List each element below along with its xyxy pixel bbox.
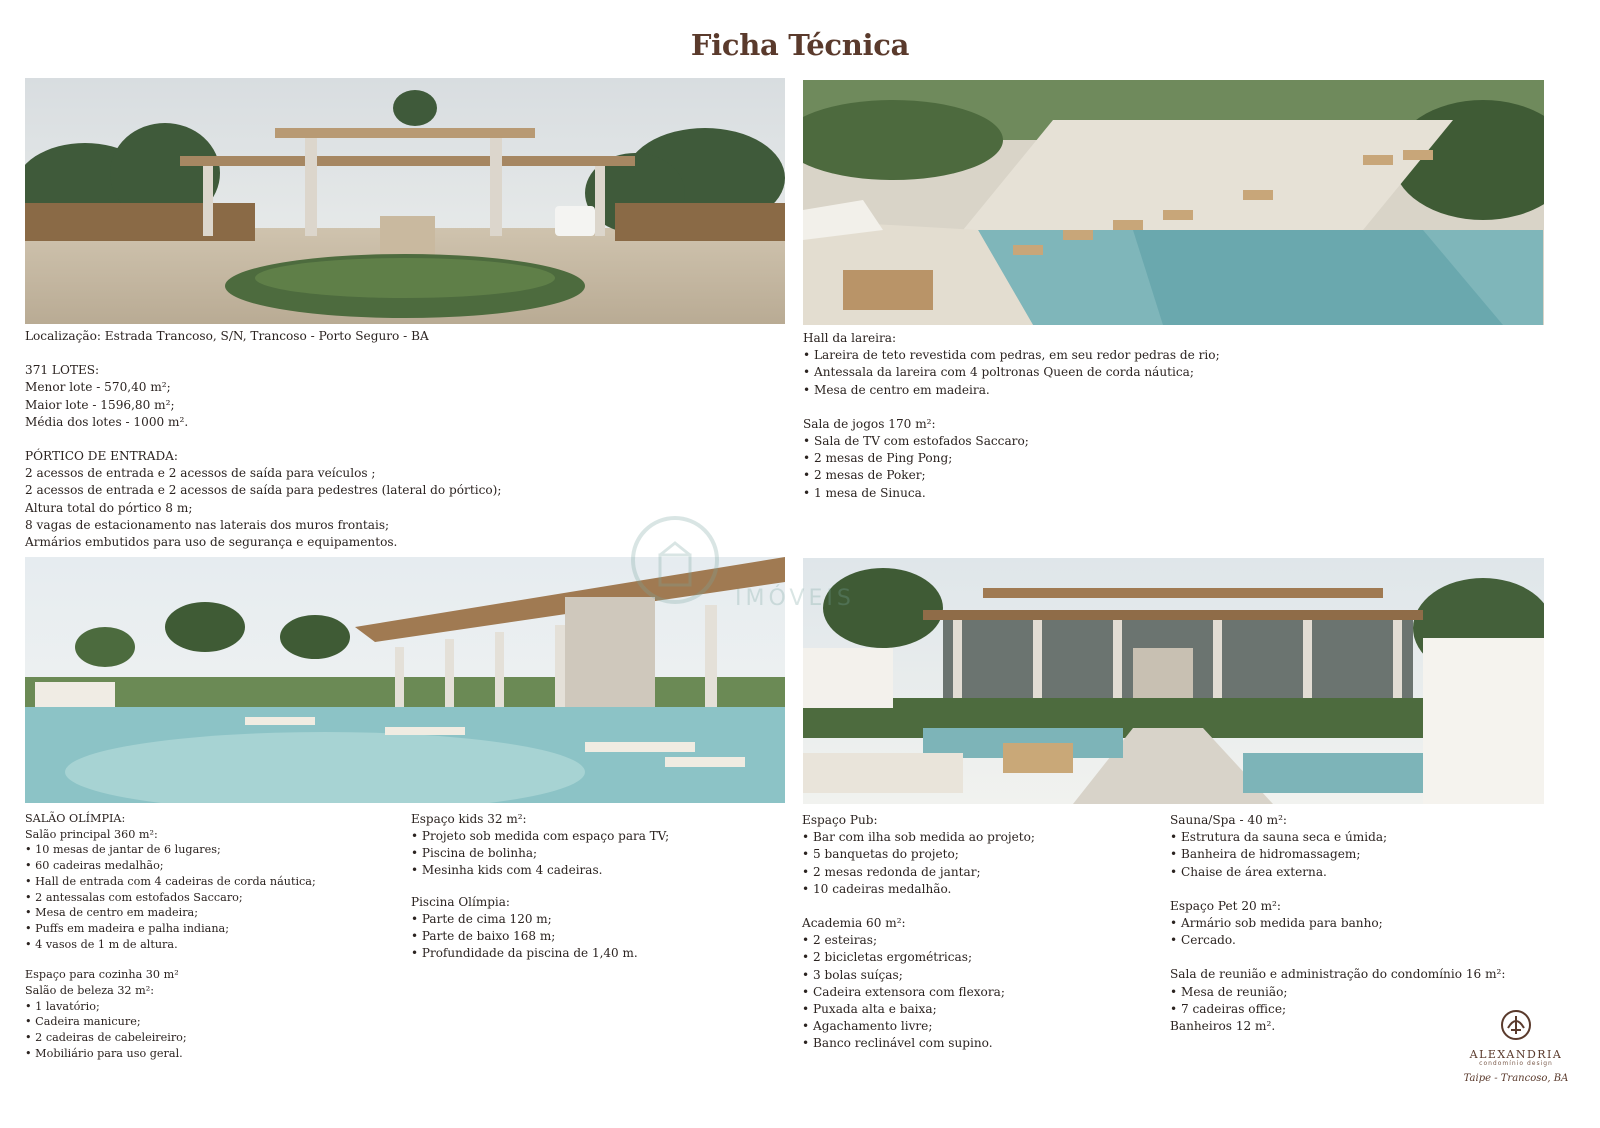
text-line: Sala de reunião e administração do condomínio 16 m²: (1170, 967, 1506, 982)
text-line: 371 LOTES: (25, 363, 100, 378)
text-pub-academia (802, 812, 1035, 1053)
text-line: • Mobiliário para uso geral. (25, 1046, 183, 1060)
text-line: Média dos lotes - 1000 m². (25, 414, 189, 429)
text-line: • Cadeira manicure; (25, 1015, 141, 1029)
text-line: • 1 lavatório; (25, 999, 100, 1013)
text-line: Academia 60 m²: (802, 916, 906, 931)
alexandria-logo (1456, 1008, 1576, 1098)
text-line: • Banheira de hidromassagem; (1170, 847, 1361, 862)
text-line: • Lareira de teto revestida com pedras, em seu redor pedras de rio; (803, 348, 1220, 363)
logo-subtitle: condomínio design (1479, 1060, 1553, 1067)
text-line: Espaço Pet 20 m²: (1170, 898, 1281, 913)
text-line: • 2 antessalas com estofados Saccaro; (25, 890, 243, 904)
photo-espaco-pub (803, 558, 1544, 804)
text-line: Localização: Estrada Trancoso, S/N, Trancoso - Porto Seguro - BA (25, 329, 429, 343)
text-line: • Puxada alta e baixa; (802, 1002, 937, 1017)
text-line: Espaço kids 32 m²: (411, 812, 527, 826)
text-line: • 2 bicicletas ergométricas; (802, 950, 973, 965)
spacer (25, 431, 501, 448)
text-line: • Sala de TV com estofados Saccaro; (803, 434, 1029, 449)
logo-brand: ALEXANDRIA (1469, 1048, 1563, 1061)
text-line: • 2 mesas de Poker; (803, 468, 926, 483)
text-line: Espaço Pub: (802, 813, 878, 827)
text-line: • 2 mesas de Ping Pong; (803, 451, 953, 466)
spacer (1170, 949, 1505, 966)
text-line: • 5 banquetas do projeto; (802, 847, 959, 862)
text-salao-olimpia (25, 811, 316, 1062)
text-espaco-kids-piscina (411, 811, 669, 962)
spacer (25, 345, 501, 362)
text-line: Piscina Olímpia: (411, 895, 510, 909)
text-line: Espaço para cozinha 30 m² (25, 968, 179, 982)
text-line: • 10 mesas de jantar de 6 lugares; (25, 843, 221, 857)
spacer (25, 952, 316, 967)
spacer (802, 898, 1035, 915)
text-line: • Banco reclinável com supino. (802, 1036, 993, 1051)
text-line: 2 acessos de entrada e 2 acessos de saída para pedestres (lateral do pórtico); (25, 483, 502, 498)
text-line: • Profundidade da piscina de 1,40 m. (411, 946, 638, 960)
text-line: • 60 cadeiras medalhão; (25, 859, 164, 873)
text-line: Sala de jogos 170 m²: (803, 416, 936, 431)
text-line: • Armário sob medida para banho; (1170, 916, 1383, 931)
text-line: • Parte de cima 120 m; (411, 912, 552, 926)
text-line: • Mesa de centro em madeira. (803, 382, 990, 397)
text-line: • Agachamento livre; (802, 1019, 933, 1034)
text-line: Salão de beleza 32 m²: (25, 984, 154, 998)
text-localizacao-lotes-portico (25, 328, 501, 551)
text-line: • Mesa de reunião; (1170, 984, 1288, 999)
text-line: 2 acessos de entrada e 2 acessos de saída para veículos ; (25, 466, 376, 481)
text-line: SALÃO OLÍMPIA: (25, 812, 126, 825)
text-line: • Bar com ilha sob medida ao projeto; (802, 830, 1036, 845)
text-line: • Piscina de bolinha; (411, 846, 538, 860)
text-line: • Puffs em madeira e palha indiana; (25, 921, 229, 935)
text-line: Altura total do pórtico 8 m; (25, 500, 193, 515)
text-line: • 1 mesa de Sinuca. (803, 485, 926, 500)
text-line: 8 vagas de estacionamento nas laterais dos muros frontais; (25, 517, 390, 532)
text-line: Salão principal 360 m²: (25, 827, 158, 841)
photo-pool-deck (803, 80, 1544, 325)
logo-location: Taipe - Trancoso, BA (1463, 1073, 1569, 1084)
text-sauna-pet-reuniao (1170, 812, 1505, 1035)
text-line: • Mesinha kids com 4 cadeiras. (411, 863, 603, 877)
spacer (803, 399, 1220, 416)
watermark-text: IMÓVEIS (735, 586, 855, 611)
text-line: Sauna/Spa - 40 m²: (1170, 813, 1287, 827)
spacer (1170, 881, 1505, 898)
text-hall-sala-jogos (803, 330, 1220, 502)
text-line: • Hall de entrada com 4 cadeiras de corda náutica; (25, 874, 316, 888)
photo-portico (25, 78, 785, 324)
alexandria-emblem-icon (1499, 1008, 1533, 1042)
text-line: • Mesa de centro em madeira; (25, 906, 198, 920)
text-line: • 3 bolas suíças; (802, 967, 903, 982)
photo-salao-olimpia (25, 557, 785, 803)
text-line: Hall da lareira: (803, 331, 897, 345)
text-line: Menor lote - 570,40 m²; (25, 380, 171, 395)
spacer (411, 879, 669, 894)
text-line: • Estrutura da sauna seca e úmida; (1170, 830, 1388, 845)
text-line: • 4 vasos de 1 m de altura. (25, 937, 178, 951)
text-line: • Antessala da lareira com 4 poltronas Queen de corda náutica; (803, 365, 1194, 380)
text-line: • Projeto sob medida com espaço para TV; (411, 829, 670, 843)
text-line: • 10 cadeiras medalhão. (802, 881, 952, 896)
text-line: • Parte de baixo 168 m; (411, 929, 556, 943)
text-line: • 2 cadeiras de cabeleireiro; (25, 1031, 187, 1045)
text-line: • 2 esteiras; (802, 933, 878, 948)
text-line: • Chaise de área externa. (1170, 864, 1327, 879)
text-line: PÓRTICO DE ENTRADA: (25, 449, 178, 464)
text-line: • 2 mesas redonda de jantar; (802, 864, 981, 879)
text-line: • Cadeira extensora com flexora; (802, 984, 1005, 999)
text-line: • Cercado. (1170, 933, 1236, 948)
text-line: Banheiros 12 m². (1170, 1019, 1276, 1034)
page-title: Ficha Técnica (690, 28, 910, 62)
text-line: Armários embutidos para uso de segurança e equipamentos. (25, 535, 398, 550)
text-line: • 7 cadeiras office; (1170, 1001, 1287, 1016)
text-line: Maior lote - 1596,80 m²; (25, 397, 175, 412)
